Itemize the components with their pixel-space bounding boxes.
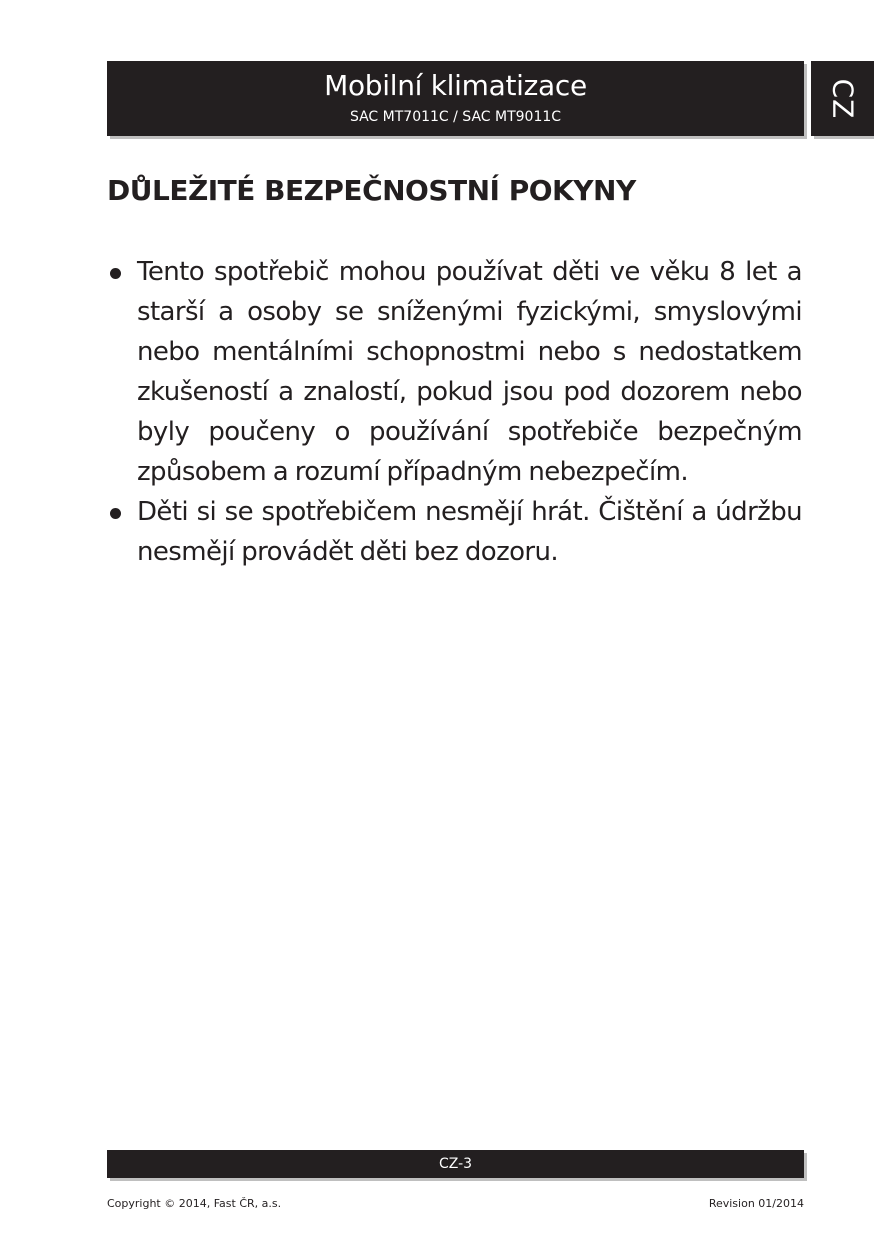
section-heading: DŮLEŽITÉ BEZPEČNOSTNÍ POKYNY xyxy=(107,174,636,207)
model-numbers: SAC MT7011C / SAC MT9011C xyxy=(349,109,562,125)
list-item-text: Tento spotřebič mohou používat děti ve věku 8 let a starší a osoby se sníženými fyzickými, smyslovými nebo mentálními schopnostmi nebo s nedostatkem zkušeností a znalostí, pokud jsou pod dozorem nebo byly poučeny o používání spotřebiče bezpečným způsobem a rozumí případným nebezpečím. xyxy=(137,257,802,487)
copyright-text: Copyright © 2014, Fast ČR, a.s. xyxy=(107,1197,282,1210)
list-item xyxy=(108,252,802,492)
language-tab xyxy=(811,61,874,136)
document-title: Mobilní klimatizace xyxy=(324,69,587,102)
safety-instructions-list xyxy=(108,252,802,572)
list-item-text: Děti si se spotřebičem nesmějí hrát. Čištění a údržbu nesmějí provádět děti bez dozoru. xyxy=(137,497,802,567)
bullet-icon xyxy=(110,508,121,519)
page-number: CZ-3 xyxy=(438,1156,473,1172)
language-tab-label: CZ xyxy=(826,78,859,119)
header-bar xyxy=(107,61,804,136)
bullet-icon xyxy=(110,268,121,279)
footer-bar xyxy=(107,1150,804,1178)
list-item xyxy=(108,492,802,572)
revision-text: Revision 01/2014 xyxy=(708,1197,804,1210)
